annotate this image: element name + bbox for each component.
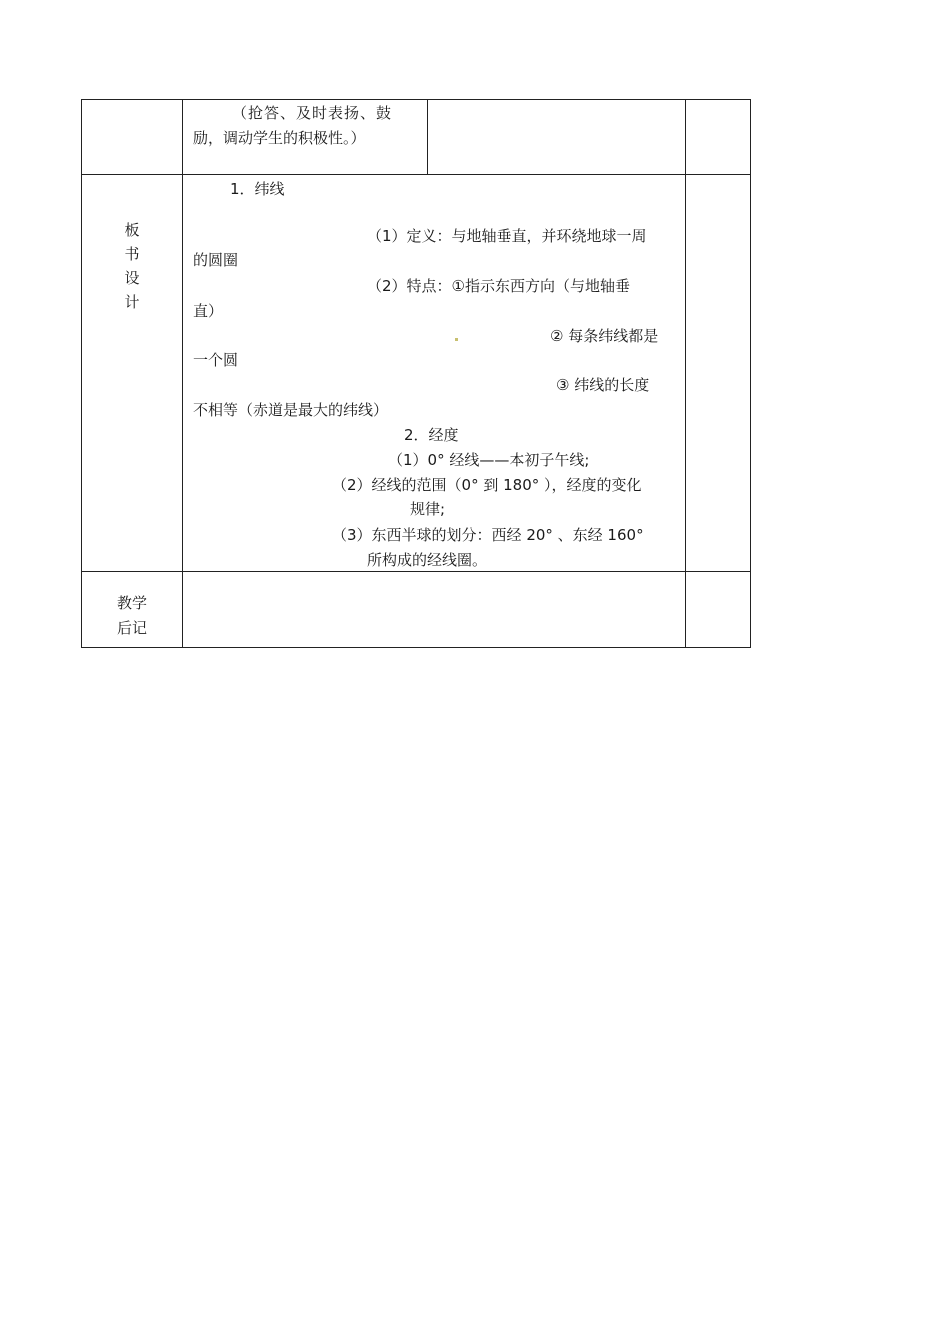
row1-text-line2: 励，调动学生的积极性。） bbox=[193, 129, 366, 147]
column-divider-3 bbox=[685, 99, 686, 648]
stray-mark-1 bbox=[455, 338, 458, 341]
board-design-label-3: 设 bbox=[124, 269, 140, 287]
teaching-notes-label-1: 教学 bbox=[116, 594, 147, 612]
row1-text-line1: （抢答、及时表扬、鼓 bbox=[232, 104, 393, 122]
column-divider-row1 bbox=[427, 99, 428, 175]
content-line-8: ③ 纬线的长度 bbox=[556, 376, 650, 394]
content-line-9: 不相等（赤道是最大的纬线） bbox=[193, 401, 389, 419]
table-left-border bbox=[81, 99, 82, 648]
content-line-7: 一个圆 bbox=[193, 351, 239, 369]
content-line-11: （1）0° 经线——本初子午线; bbox=[388, 451, 590, 469]
content-line-12: （2）经线的范围（0° 到 180° ），经度的变化 bbox=[332, 476, 642, 494]
board-design-label-2: 书 bbox=[124, 245, 140, 263]
content-line-15: 所构成的经线圈。 bbox=[367, 551, 488, 569]
content-line-3: 的圆圈 bbox=[193, 251, 239, 269]
content-line-5: 直） bbox=[193, 302, 224, 320]
content-line-6: ② 每条纬线都是 bbox=[550, 327, 659, 345]
content-line-4: （2）特点：①指示东西方向（与地轴垂 bbox=[367, 277, 630, 295]
column-divider-1 bbox=[182, 99, 183, 648]
content-line-2: （1）定义：与地轴垂直，并环绕地球一周 bbox=[367, 227, 647, 245]
content-line-14: （3）东西半球的划分：西经 20° 、东经 160° bbox=[332, 526, 644, 544]
content-line-13: 规律; bbox=[410, 500, 446, 518]
table-right-border bbox=[750, 99, 751, 648]
teaching-notes-label-2: 后记 bbox=[116, 619, 147, 637]
board-design-label-4: 计 bbox=[124, 293, 140, 311]
content-line-1: 1．纬线 bbox=[230, 180, 285, 198]
board-design-label-1: 板 bbox=[124, 221, 140, 239]
content-line-10: 2．经度 bbox=[404, 426, 459, 444]
